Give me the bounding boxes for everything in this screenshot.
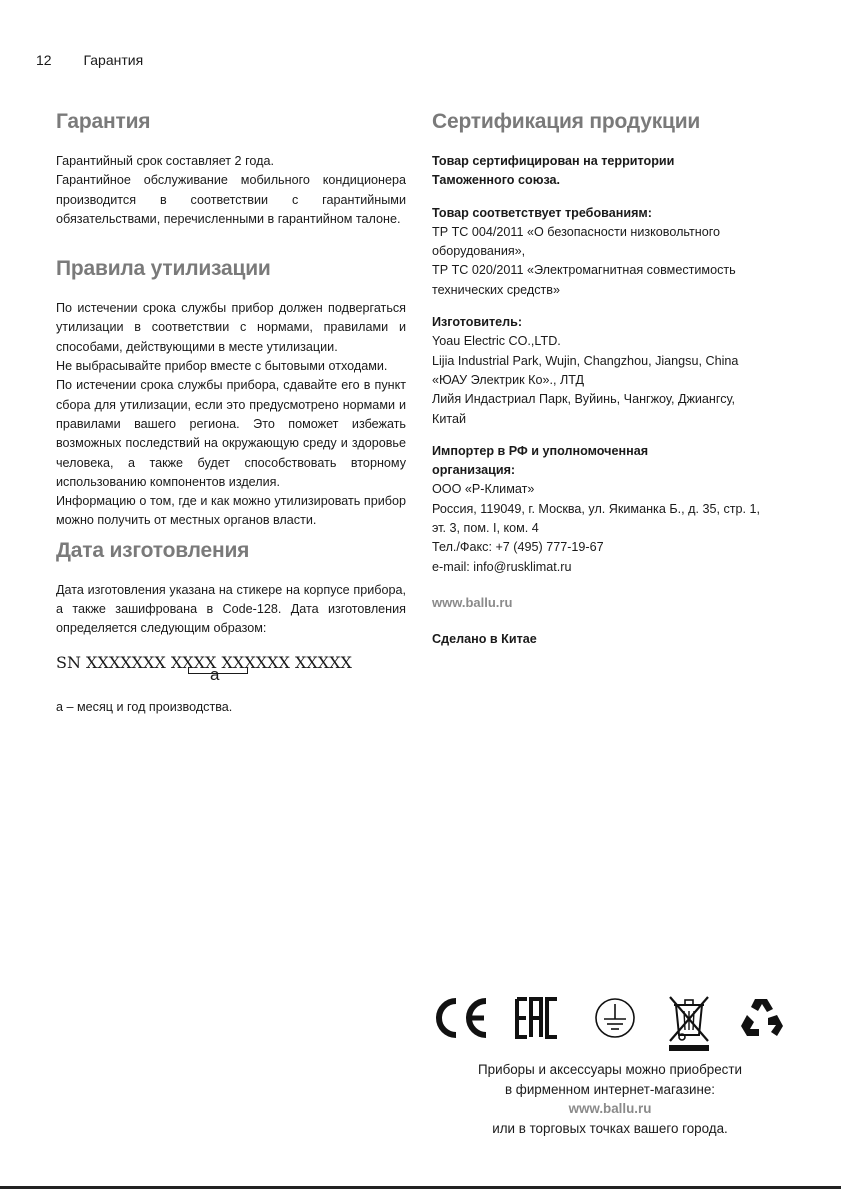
importer-title-2: организация: [432, 463, 516, 478]
requirement-2a: ТР ТС 020/2011 «Электромагнитная совместимость [432, 263, 736, 278]
serial-number-format [56, 652, 406, 684]
manufacturer-title: Изготовитель: [432, 315, 523, 330]
importer-title-1: Импортер в РФ и уполномоченная [432, 443, 649, 458]
ce-mark-icon [430, 995, 490, 1046]
page-number: 12 [36, 52, 52, 68]
disposal-title: Правила утилизации [56, 257, 271, 281]
warranty-term: Гарантийный срок составляет 2 года. [56, 154, 274, 168]
footer-line-1: Приборы и аксессуары можно приобрести [478, 1062, 742, 1077]
requirement-1b: оборудования», [432, 244, 526, 259]
footer-line-2: в фирменном интернет-магазине: [504, 1081, 716, 1097]
manufacturer-address-en: Lijia Industrial Park, Wujin, Changzhou, Jiangsu, China [432, 353, 739, 368]
manufacturer-name-ru: «ЮАУ Электрик Ко»., ЛТД [432, 372, 585, 387]
cert-title: Сертификация продукции [432, 110, 701, 133]
date-text: Дата изготовления указана на стикере на корпусе прибора, а также зашифрована в Code-128. Дата изготовления определяется следующим образом: [56, 582, 406, 636]
manufacturer-country: Китай [432, 411, 467, 426]
importer-address-2: эт. 3, пом. I, ком. 4 [432, 521, 539, 536]
left-column [56, 110, 406, 717]
ground-symbol-icon [592, 995, 638, 1046]
right-column [432, 110, 792, 650]
requirements-title: Товар соответствует требованиям: [432, 205, 652, 220]
disposal-text-2: Не выбрасывайте прибор вместе с бытовыми отходами. [56, 359, 388, 374]
importer-name: ООО «Р-Климат» [432, 482, 535, 497]
certification-icons [430, 995, 790, 1055]
disposal-text-1: По истечении срока службы прибор должен подвергаться утилизации в соответствии с нормами, правилами и способами, действующими в месте утилизации. [56, 301, 406, 354]
eac-mark-icon [514, 995, 560, 1046]
importer-address-1: Россия, 119049, г. Москва, ул. Якиманка Б., д. 35, стр. 1, [432, 501, 761, 516]
sn-marker: a [210, 664, 220, 684]
manufacturer-address-ru: Лийя Индастриал Парк, Вуйинь, Чангжоу, Джиангсу, [432, 392, 736, 407]
requirement-2b: технических средств» [432, 282, 560, 297]
date-note: а – месяц и год производства. [56, 699, 233, 714]
footer-line-3: или в торговых точках вашего города. [492, 1120, 728, 1136]
sn-prefix: SN XXXXXXX [56, 652, 166, 672]
disposal-text-4: Информацию о том, где и как можно утилизировать прибор можно получить от местных органов власти. [56, 494, 406, 528]
manufacturer-name-en: Yoau Electric CO.,LTD. [432, 334, 561, 349]
disposal-text-3: По истечении срока службы прибора, сдавайте его в пункт сбора для утилизации, если это предусмотрено нормами и правилами вашего региона. Это поможет избежать возможных последствий на окружающую среду и здоровье человека, а также будет способствовать вторному использованию компонентов изделия. [56, 378, 406, 489]
header-section: Гарантия [83, 52, 144, 68]
date-title: Дата изготовления [56, 538, 250, 562]
sn-suffix: XXXXXX XXXXX [221, 652, 352, 672]
made-in-label: Сделано в Китае [432, 632, 537, 647]
requirement-1a: ТР ТС 004/2011 «О безопасности низковольтного [432, 224, 721, 239]
cert-line-1: Товар сертифицирован на территории [432, 154, 675, 168]
warranty-title: Гарантия [56, 110, 151, 133]
footer-website-link[interactable]: www.ballu.ru [568, 1101, 652, 1117]
footer-note [430, 1060, 790, 1138]
importer-phone: Тел./Факс: +7 (495) 777-19-67 [432, 540, 604, 555]
recycle-icon [738, 995, 786, 1046]
cert-line-2: Таможенного союза. [432, 173, 561, 188]
page-header [36, 52, 143, 68]
sn-date-code: XXXX [170, 652, 217, 672]
website-link[interactable]: www.ballu.ru [432, 594, 513, 610]
importer-email[interactable]: e-mail: info@rusklimat.ru [432, 559, 572, 574]
warranty-service: Гарантийное обслуживание мобильного кондиционера производится в соответствии с гарантийными обязательствами, перечисленными в гарантийном талоне. [56, 173, 406, 226]
weee-bin-icon [666, 995, 712, 1058]
